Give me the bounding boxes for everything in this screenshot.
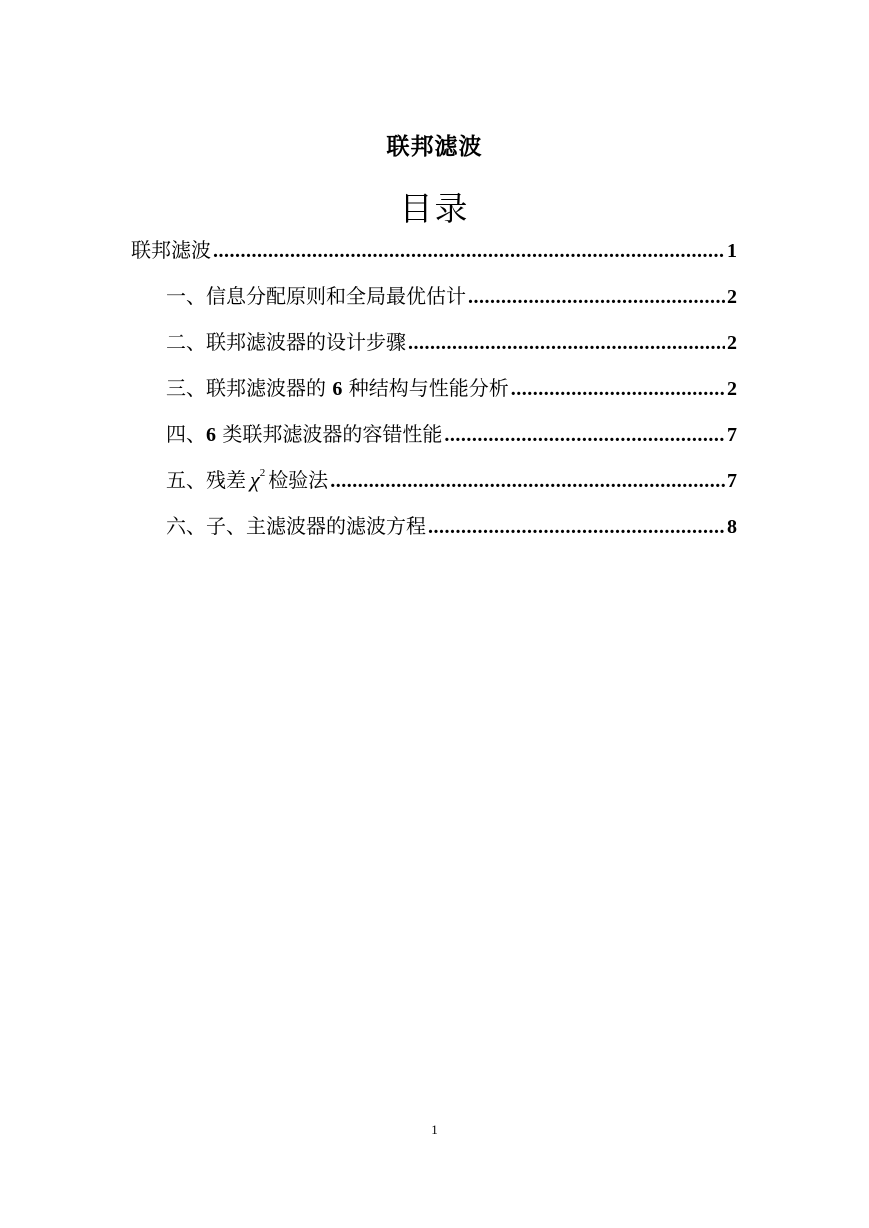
toc-entry-section-4[interactable] [131, 418, 737, 464]
toc-entry-federated-filter[interactable] [131, 234, 737, 280]
toc-entry-label: 二、联邦滤波器的设计步骤 [166, 330, 406, 354]
footer-page-number: 1 [431, 1122, 438, 1137]
toc-dot-leader [408, 332, 725, 355]
toc-page-number: 2 [727, 286, 737, 308]
toc-entry-section-3[interactable] [131, 372, 737, 418]
toc-page-number: 2 [727, 332, 737, 354]
toc-entry-section-6[interactable] [131, 510, 737, 556]
toc-entry-section-2[interactable] [131, 326, 737, 372]
toc-entry-section-5[interactable] [131, 464, 737, 510]
toc-dot-leader [511, 378, 725, 401]
toc-entry-label: 联邦滤波 [131, 238, 211, 262]
toc-dot-leader [213, 240, 725, 263]
toc-entry-section-1[interactable] [131, 280, 737, 326]
toc-dot-leader [444, 424, 725, 447]
toc-entry-label: 五、残差 $\chi^2$ 检验法 [166, 466, 329, 492]
toc-page-number: 2 [727, 378, 737, 400]
toc-dot-leader [428, 516, 725, 539]
toc-dot-leader [330, 470, 725, 493]
toc-page-number: 7 [727, 470, 737, 492]
toc-page-number: 8 [727, 516, 737, 538]
toc-entry-label: 一、信息分配原则和全局最优估计 [166, 284, 466, 308]
toc-entry-label: 四、6 类联邦滤波器的容错性能 [166, 422, 443, 446]
toc-dot-leader [468, 286, 725, 309]
toc-heading: 目录 [399, 189, 470, 228]
toc-page-number: 1 [727, 240, 737, 262]
toc-entry-label: 六、子、主滤波器的滤波方程 [166, 514, 426, 538]
chi-squared-symbol: $\chi^2$ [250, 466, 266, 492]
document-title: 联邦滤波 [386, 134, 483, 160]
table-of-contents [131, 234, 737, 556]
toc-page-number: 7 [727, 424, 737, 446]
toc-entry-label: 三、联邦滤波器的 6 种结构与性能分析 [166, 376, 509, 400]
